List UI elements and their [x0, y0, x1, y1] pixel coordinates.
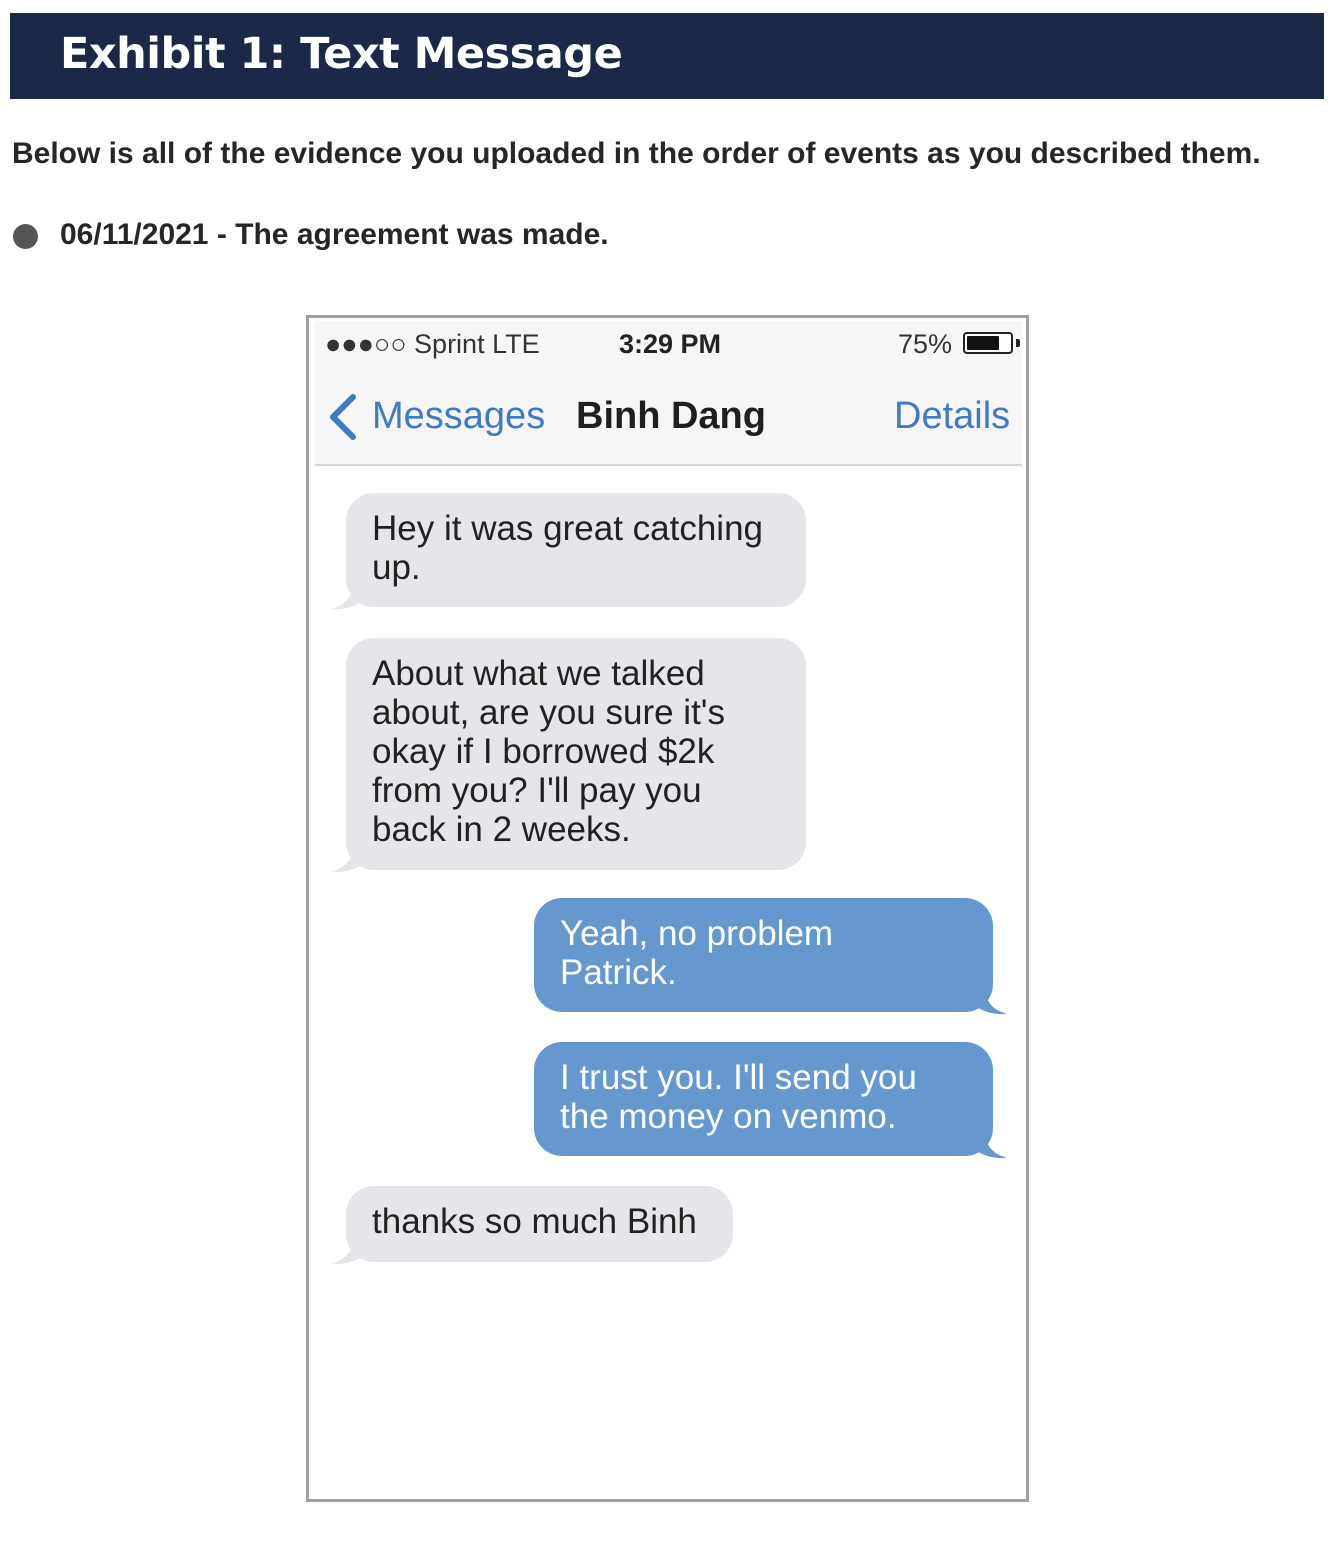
- message-bubble-received: [346, 1186, 733, 1262]
- status-battery-percent: 75%: [898, 329, 953, 359]
- bubble-tail: [331, 844, 371, 874]
- bubble-tail: [331, 1236, 371, 1266]
- battery-tip: [1016, 339, 1020, 347]
- event-text: 06/11/2021 - The agreement was made.: [60, 218, 609, 251]
- intro-text: Below is all of the evidence you uploaded in the order of events as you described them.: [12, 137, 1261, 170]
- bubble-tail: [967, 986, 1007, 1016]
- phone-top-bar: [315, 321, 1022, 466]
- exhibit-title: Exhibit 1: Text Message: [60, 29, 623, 79]
- details-button[interactable]: Details: [894, 395, 1011, 437]
- message-bubble-received: [346, 493, 806, 607]
- bubble-tail: [967, 1130, 1007, 1160]
- battery-fill: [967, 336, 999, 350]
- exhibit-header: [10, 13, 1324, 99]
- battery-icon: [963, 332, 1013, 354]
- message-bubble-sent: [534, 898, 993, 1012]
- phone-screenshot: [306, 315, 1029, 1502]
- message-bubble-sent: [534, 1042, 993, 1156]
- message-bubble-received: [346, 638, 806, 870]
- bubble-tail: [331, 581, 371, 611]
- status-carrier: ●●●○○ Sprint LTE: [325, 329, 540, 359]
- back-messages-button[interactable]: Messages: [372, 395, 546, 437]
- message-text: About what we talked about, are you sure it's okay if I borrowed $2k from you? I'll pay you back in 2 weeks.: [372, 654, 725, 849]
- bullet-icon: [13, 224, 38, 249]
- message-text: I trust you. I'll send you the money on venmo.: [560, 1058, 917, 1136]
- message-text: thanks so much Binh: [372, 1202, 697, 1241]
- message-text: Yeah, no problem Patrick.: [560, 914, 834, 992]
- chevron-left-icon[interactable]: [327, 393, 359, 441]
- contact-name: Binh Dang: [576, 395, 766, 437]
- message-text: Hey it was great catching up.: [372, 509, 764, 587]
- status-time: 3:29 PM: [619, 329, 722, 359]
